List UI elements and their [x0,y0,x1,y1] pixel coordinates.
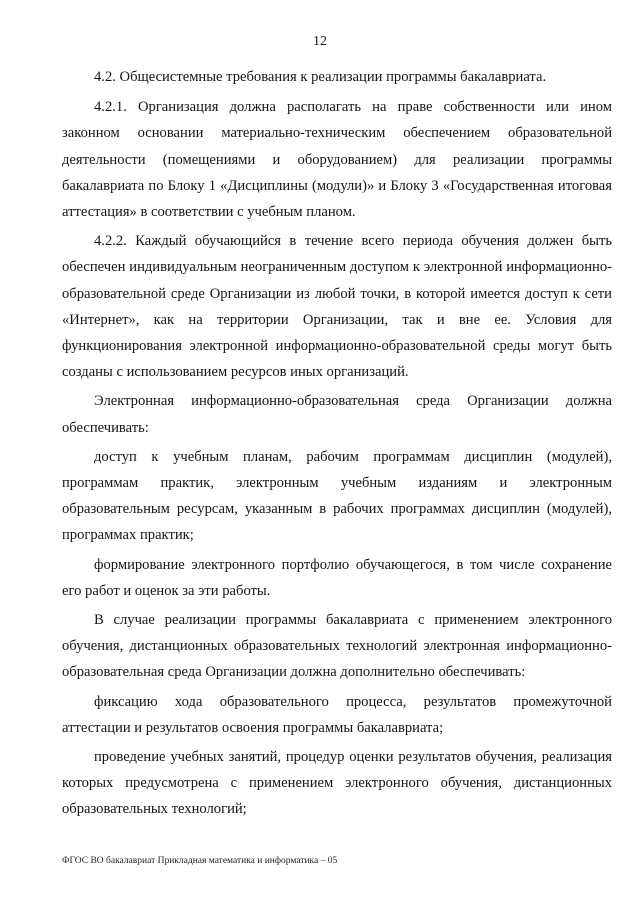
paragraph-eios-requirements: Электронная информационно-образовательная среда Организации должна обеспечивать: [62,393,612,436]
page-number: 12 [313,34,327,49]
list-item-recording: фиксацию хода образовательного процесса, результатов промежуточной аттестации и результатов освоения программы бакалавриата; [62,693,612,736]
section-heading-4-2: 4.2. Общесистемные требования к реализации программы бакалавриата. [94,69,547,85]
clause-4-2-2: 4.2.2. Каждый обучающийся в течение всего периода обучения должен быть обеспечен индивидуальным неограниченным доступом к электронной информационно-образовательной среде Организации из любой точки, в которой имеется доступ к сети «Интернет», как на территории Организации, так и вне ее. Условия для функционирования электронной информационно-образовательной среды могут быть созданы с использованием ресурсов иных организаций. [62,233,612,381]
document-body [62,64,612,826]
page-footer: ФГОС ВО бакалавриат Прикладная математика и информатика – 05 [62,856,338,866]
list-item-conducting: проведение учебных занятий, процедур оценки результатов обучения, реализация которых предусмотрена с применением электронного обучения, дистанционных образовательных технологий; [62,749,612,818]
clause-4-2-1: 4.2.1. Организация должна располагать на праве собственности или ином законном основании материально-техническим обеспечением образовательной деятельности (помещениями и оборудованием) для реализации программы бакалавриата по Блоку 1 «Дисциплины (модули)» и Блоку 3 «Государственная итоговая аттестация» в соответствии с учебным планом. [62,99,612,221]
list-item-access: доступ к учебным планам, рабочим программам дисциплин (модулей), программам практик, электронным учебным изданиям и электронным образовательным ресурсам, указанным в рабочих программах дисциплин (модулей), программах практик; [62,448,612,544]
list-item-portfolio: формирование электронного портфолио обучающегося, в том числе сохранение его работ и оценок за эти работы. [62,556,612,599]
paragraph-distance-learning: В случае реализации программы бакалавриата с применением электронного обучения, дистанционных образовательных технологий электронная информационно-образовательная среда Организации должна дополнительно обеспечивать: [62,612,612,681]
